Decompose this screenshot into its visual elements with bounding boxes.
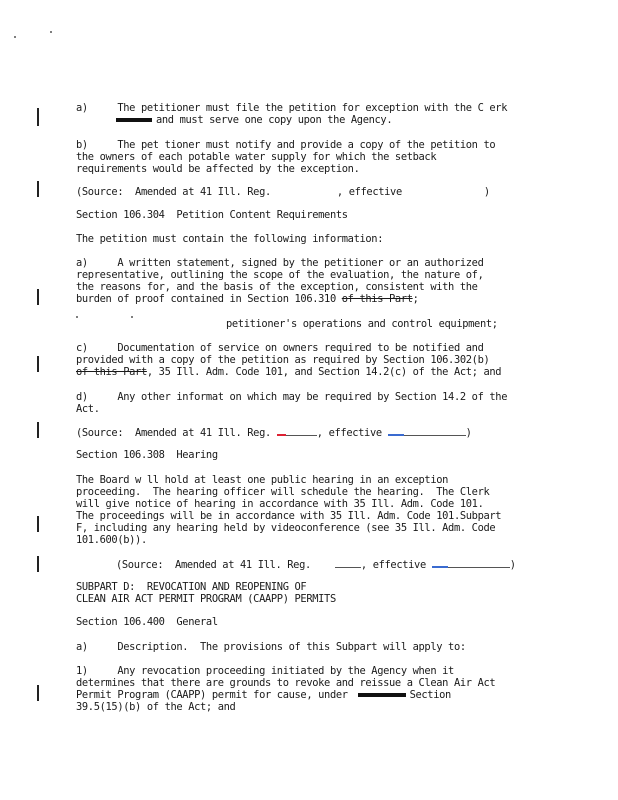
blank-field	[432, 567, 510, 568]
para-a-statement-line2: representative, outlining the scope of the evaluation, the nature of,	[76, 269, 484, 281]
scan-speck	[76, 316, 78, 318]
source-note-1: (Source: Amended at 41 Ill. Reg. , effective )	[76, 186, 490, 198]
para-d-line2: Act.	[76, 403, 100, 415]
source-note-3: (Source: Amended at 41 Ill. Reg. , effective )	[116, 559, 516, 571]
redaction-mark	[116, 118, 152, 122]
blank-field	[388, 435, 466, 436]
para-c-line1: c) Documentation of service on owners required to be notified and	[76, 342, 484, 354]
source-note-2: (Source: Amended at 41 Ill. Reg. , effective )	[76, 427, 472, 439]
para-1-line2: determines that there are grounds to revoke and reissue a Clean Air Act	[76, 677, 496, 689]
para-1-line3: Permit Program (CAAPP) permit for cause, under Section	[76, 689, 451, 701]
blank-field	[335, 567, 361, 568]
revision-bar	[37, 556, 39, 572]
section-308-heading: Section 106.308 Hearing	[76, 449, 218, 461]
scan-speck	[50, 31, 52, 33]
para-b-notify-line2: the owners of each potable water supply for which the setback	[76, 151, 437, 163]
partial-line-operations: petitioner's operations and control equipment;	[226, 318, 498, 330]
revision-bar	[37, 685, 39, 701]
scan-speck	[14, 36, 16, 38]
para-a-statement-line1: a) A written statement, signed by the petitioner or an authorized	[76, 257, 484, 269]
hearing-line5: F, including any hearing held by videoconference (see 35 Ill. Adm. Code	[76, 522, 496, 534]
revision-bar	[37, 108, 39, 126]
revision-bar	[37, 356, 39, 372]
revision-bar	[37, 181, 39, 197]
blank-field	[277, 435, 317, 436]
para-c-line2: provided with a copy of the petition as required by Section 106.302(b)	[76, 354, 490, 366]
para-a-statement-line3: the reasons for, and the basis of the exception, consistent with the	[76, 281, 478, 293]
section-304-heading: Section 106.304 Petition Content Requirements	[76, 209, 348, 221]
struck-text: of this Part	[76, 366, 147, 378]
para-a-statement-line4: burden of proof contained in Section 106.310 of this Part;	[76, 293, 419, 305]
hearing-line1: The Board w ll hold at least one public hearing in an exception	[76, 474, 449, 486]
para-b-notify-line1: b) The pet tioner must notify and provide a copy of the petition to	[76, 139, 496, 151]
para-c-line3: of this Part, 35 Ill. Adm. Code 101, and Section 14.2(c) of the Act; and	[76, 366, 502, 378]
struck-text: of this Part	[341, 293, 413, 305]
para-a-filing-line1: a) The petitioner must file the petition for exception with the C erk	[76, 102, 508, 114]
para-1-line4: 39.5(15)(b) of the Act; and	[76, 701, 236, 713]
section-304-intro: The petition must contain the following information:	[76, 233, 384, 245]
para-b-notify-line3: requirements would be affected by the exception.	[76, 163, 360, 175]
para-1-line1: 1) Any revocation proceeding initiated by the Agency when it	[76, 665, 454, 677]
hearing-line2: proceeding. The hearing officer will schedule the hearing. The Clerk	[76, 486, 490, 498]
revision-bar	[37, 289, 39, 305]
subpart-d-heading-line1: SUBPART D: REVOCATION AND REOPENING OF	[76, 581, 307, 593]
revision-bar	[37, 516, 39, 532]
scan-speck	[131, 316, 133, 318]
redaction-mark	[358, 693, 406, 697]
para-d-line1: d) Any other informat on which may be required by Section 14.2 of the	[76, 391, 508, 403]
para-a-description: a) Description. The provisions of this Subpart will apply to:	[76, 641, 466, 653]
subpart-d-heading-line2: CLEAN AIR ACT PERMIT PROGRAM (CAAPP) PERMITS	[76, 593, 336, 605]
hearing-line3: will give notice of hearing in accordance with 35 Ill. Adm. Code 101.	[76, 498, 484, 510]
hearing-line4: The proceedings will be in accordance with 35 Ill. Adm. Code 101.Subpart	[76, 510, 502, 522]
section-400-heading: Section 106.400 General	[76, 616, 218, 628]
revision-bar	[37, 422, 39, 438]
para-a-filing-line2: and must serve one copy upon the Agency.	[76, 114, 392, 126]
hearing-line6: 101.600(b)).	[76, 534, 147, 546]
